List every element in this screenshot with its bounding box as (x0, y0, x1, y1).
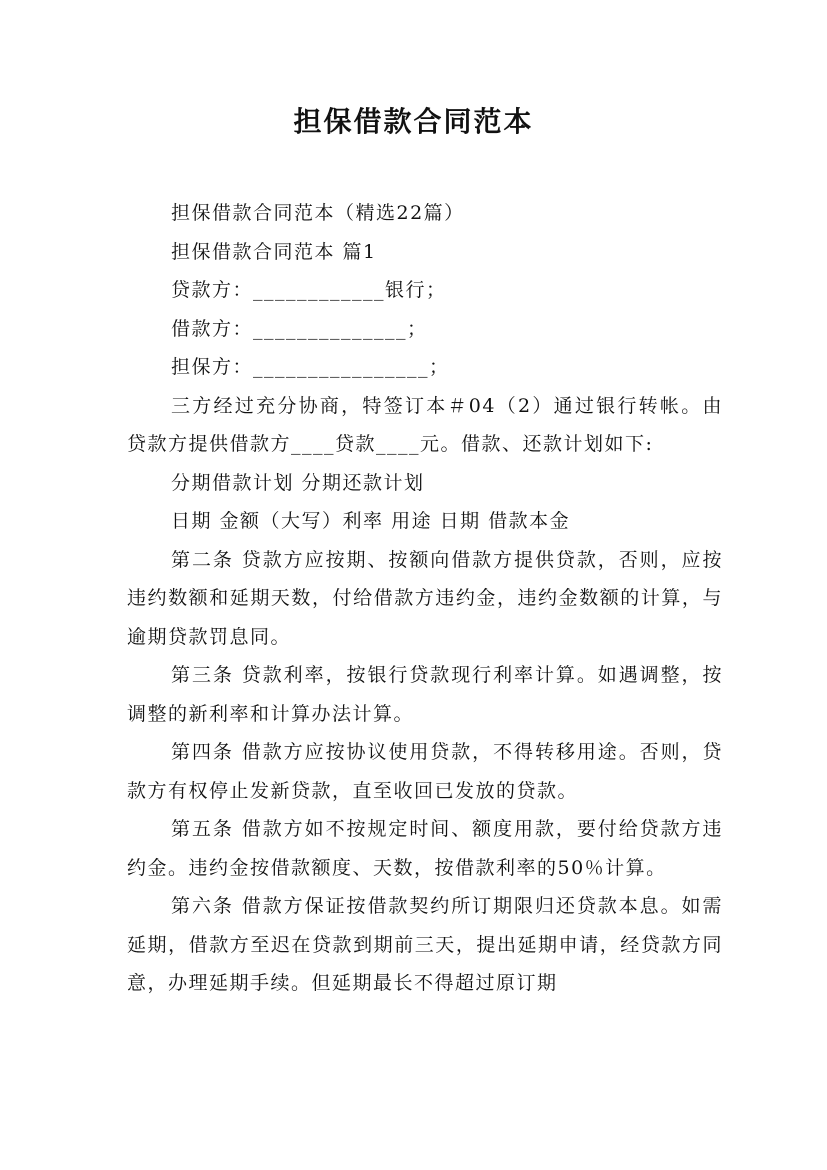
paragraph-guarantor: 担保方：________________； (171, 356, 450, 378)
paragraph-plan-columns: 日期 金额（大写）利率 用途 日期 借款本金 (171, 510, 571, 532)
paragraph-article-5: 第五条 借款方如不按规定时间、额度用款，要付给贷款方违约金。违约金按借款额度、天数，按借款利率的50％计算。 (127, 818, 723, 879)
document-title: 担保借款合同范本 (293, 105, 534, 138)
paragraph-article-4: 第四条 借款方应按协议使用贷款，不得转移用途。否则，贷款方有权停止发新贷款，直至收回已发放的贷款。 (127, 741, 723, 802)
paragraph-plan-headings: 分期借款计划 分期还款计划 (171, 471, 425, 494)
paragraph-subtitle: 担保借款合同范本（精选22篇） (171, 202, 465, 224)
paragraph-section-heading: 担保借款合同范本 篇1 (171, 240, 377, 263)
paragraph-article-2: 第二条 贷款方应按期、按额向借款方提供贷款，否则，应按违约数额和延期天数，付给借款方违约金，违约金数额的计算，与逾期贷款罚息同。 (127, 548, 723, 648)
document-body (127, 194, 723, 1003)
paragraph-agreement: 三方经过充分协商，特签订本＃04（2）通过银行转帐。由贷款方提供借款方____贷款____元。借款、还款计划如下: (127, 394, 723, 455)
paragraph-borrower: 借款方：______________； (171, 317, 428, 340)
paragraph-article-6: 第六条 借款方保证按借款契约所订期限归还贷款本息。如需延期，借款方至迟在贷款到期前三天，提出延期申请，经贷款方同意，办理延期手续。但延期最长不得超过原订期 (127, 895, 723, 994)
paragraph-lender: 贷款方：____________银行； (171, 279, 447, 301)
paragraph-article-3: 第三条 贷款利率，按银行贷款现行利率计算。如遇调整，按调整的新利率和计算办法计算。 (127, 664, 723, 725)
